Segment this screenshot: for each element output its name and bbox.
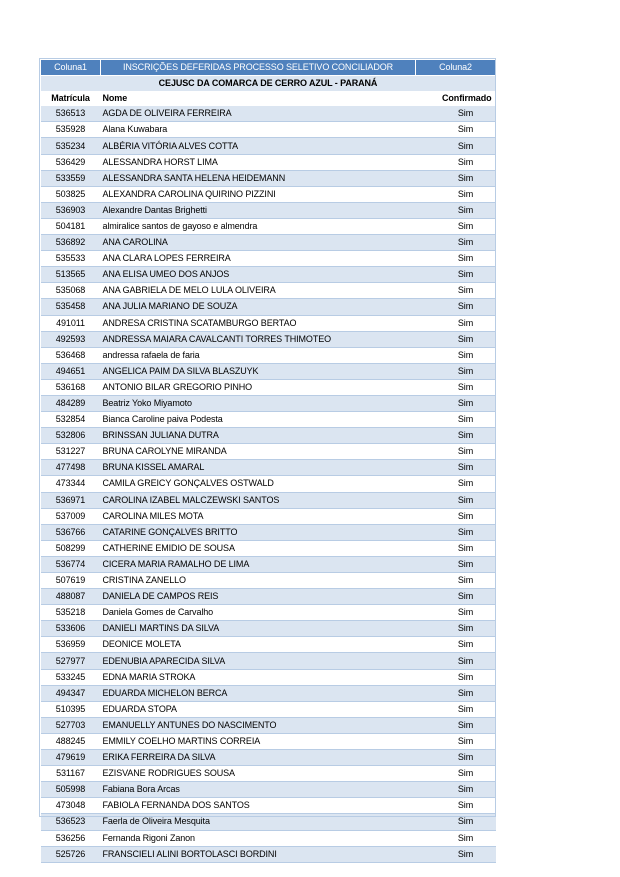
confirmado-cell: Sim xyxy=(416,331,496,347)
table-row xyxy=(41,508,496,524)
matricula-cell: 536903 xyxy=(41,202,101,218)
confirmado-cell: Sim xyxy=(416,798,496,814)
matricula-cell: 536256 xyxy=(41,830,101,846)
confirmado-cell: Sim xyxy=(416,524,496,540)
matricula-cell: 527977 xyxy=(41,653,101,669)
confirmado-cell: Sim xyxy=(416,830,496,846)
nome-cell: Daniela Gomes de Carvalho xyxy=(101,605,416,621)
table-row xyxy=(41,122,496,138)
matricula-cell: 533245 xyxy=(41,669,101,685)
confirmado-cell: Sim xyxy=(416,106,496,122)
nome-cell: CAROLINA IZABEL MALCZEWSKI SANTOS xyxy=(101,492,416,508)
table-row xyxy=(41,476,496,492)
matricula-cell: 536468 xyxy=(41,347,101,363)
table-row xyxy=(41,379,496,395)
table-row xyxy=(41,766,496,782)
nome-cell: CATARINE GONÇALVES BRITTO xyxy=(101,524,416,540)
nome-cell: CICERA MARIA RAMALHO DE LIMA xyxy=(101,556,416,572)
nome-cell: Alana Kuwabara xyxy=(101,122,416,138)
matricula-cell: 536971 xyxy=(41,492,101,508)
confirmado-cell: Sim xyxy=(416,573,496,589)
matricula-cell: 533606 xyxy=(41,621,101,637)
matricula-cell: 527703 xyxy=(41,717,101,733)
header-col1: Coluna1 xyxy=(41,60,101,76)
matricula-cell: 536523 xyxy=(41,814,101,830)
matricula-cell: 508299 xyxy=(41,540,101,556)
table-row xyxy=(41,669,496,685)
confirmado-cell: Sim xyxy=(416,412,496,428)
table-row xyxy=(41,653,496,669)
table-row xyxy=(41,798,496,814)
confirmado-cell: Sim xyxy=(416,235,496,251)
matricula-cell: 477498 xyxy=(41,460,101,476)
nome-cell: CAROLINA MILES MOTA xyxy=(101,508,416,524)
nome-cell: EMANUELLY ANTUNES DO NASCIMENTO xyxy=(101,717,416,733)
matricula-cell: 535068 xyxy=(41,283,101,299)
table-row xyxy=(41,331,496,347)
nome-cell: DANIELA DE CAMPOS REIS xyxy=(101,589,416,605)
matricula-cell: 531227 xyxy=(41,444,101,460)
confirmado-cell: Sim xyxy=(416,540,496,556)
nome-cell: EMMILY COELHO MARTINS CORREIA xyxy=(101,733,416,749)
table-row xyxy=(41,685,496,701)
nome-cell: EDUARDA STOPA xyxy=(101,701,416,717)
confirmado-cell: Sim xyxy=(416,476,496,492)
matricula-cell: 488087 xyxy=(41,589,101,605)
nome-cell: ANA CLARA LOPES FERREIRA xyxy=(101,251,416,267)
nome-cell: Fabiana Bora Arcas xyxy=(101,782,416,798)
table-row xyxy=(41,106,496,122)
confirmado-cell: Sim xyxy=(416,589,496,605)
nome-cell: EZISVANE RODRIGUES SOUSA xyxy=(101,766,416,782)
matricula-cell: 536766 xyxy=(41,524,101,540)
table-row xyxy=(41,218,496,234)
table-row xyxy=(41,154,496,170)
confirmado-cell: Sim xyxy=(416,766,496,782)
nome-cell: BRUNA CAROLYNE MIRANDA xyxy=(101,444,416,460)
confirmado-cell: Sim xyxy=(416,299,496,315)
matricula-cell: 536892 xyxy=(41,235,101,251)
column-headers-row xyxy=(41,91,496,106)
confirmado-cell: Sim xyxy=(416,218,496,234)
matricula-cell: 507619 xyxy=(41,573,101,589)
matricula-cell: 491011 xyxy=(41,315,101,331)
table-row xyxy=(41,524,496,540)
matricula-cell: 532854 xyxy=(41,412,101,428)
confirmado-cell: Sim xyxy=(416,733,496,749)
confirmado-cell: Sim xyxy=(416,170,496,186)
nome-cell: ALESSANDRA SANTA HELENA HEIDEMANN xyxy=(101,170,416,186)
confirmado-cell: Sim xyxy=(416,782,496,798)
nome-cell: CRISTINA ZANELLO xyxy=(101,573,416,589)
header-col2: Coluna2 xyxy=(416,60,496,76)
confirmado-cell: Sim xyxy=(416,251,496,267)
nome-cell: ANA JULIA MARIANO DE SOUZA xyxy=(101,299,416,315)
nome-cell: ANA CAROLINA xyxy=(101,235,416,251)
nome-cell: ALESSANDRA HORST LIMA xyxy=(101,154,416,170)
nome-cell: andressa rafaela de faria xyxy=(101,347,416,363)
table-row xyxy=(41,315,496,331)
nome-cell: BRINSSAN JULIANA DUTRA xyxy=(101,428,416,444)
matricula-cell: 525726 xyxy=(41,846,101,862)
table-row xyxy=(41,444,496,460)
table-row xyxy=(41,138,496,154)
matricula-cell: 535234 xyxy=(41,138,101,154)
nome-cell: ALEXANDRA CAROLINA QUIRINO PIZZINI xyxy=(101,186,416,202)
table-row xyxy=(41,395,496,411)
matricula-cell: 510395 xyxy=(41,701,101,717)
subtitle-row xyxy=(41,76,496,92)
nome-cell: CAMILA GREICY GONÇALVES OSTWALD xyxy=(101,476,416,492)
table-row xyxy=(41,363,496,379)
confirmado-cell: Sim xyxy=(416,138,496,154)
nome-cell: ANTONIO BILAR GREGORIO PINHO xyxy=(101,379,416,395)
confirmado-cell: Sim xyxy=(416,122,496,138)
column-header-nome: Nome xyxy=(101,91,416,106)
confirmado-cell: Sim xyxy=(416,347,496,363)
matricula-cell: 536959 xyxy=(41,637,101,653)
table-body xyxy=(41,106,496,862)
confirmado-cell: Sim xyxy=(416,701,496,717)
table-row xyxy=(41,717,496,733)
table-row xyxy=(41,637,496,653)
nome-cell: EDNA MARIA STROKA xyxy=(101,669,416,685)
table-row xyxy=(41,750,496,766)
confirmado-cell: Sim xyxy=(416,846,496,862)
matricula-cell: 488245 xyxy=(41,733,101,749)
matricula-cell: 536774 xyxy=(41,556,101,572)
confirmado-cell: Sim xyxy=(416,315,496,331)
confirmado-cell: Sim xyxy=(416,379,496,395)
nome-cell: CATHERINE EMIDIO DE SOUSA xyxy=(101,540,416,556)
nome-cell: ANGELICA PAIM DA SILVA BLASZUYK xyxy=(101,363,416,379)
confirmado-cell: Sim xyxy=(416,202,496,218)
matricula-cell: 503825 xyxy=(41,186,101,202)
confirmado-cell: Sim xyxy=(416,669,496,685)
table-row xyxy=(41,846,496,862)
table-row xyxy=(41,251,496,267)
column-header-confirmado: Confirmado xyxy=(416,91,496,106)
confirmado-cell: Sim xyxy=(416,653,496,669)
table-row xyxy=(41,701,496,717)
nome-cell: Faerla de Oliveira Mesquita xyxy=(101,814,416,830)
matricula-cell: 479619 xyxy=(41,750,101,766)
table-row xyxy=(41,235,496,251)
confirmado-cell: Sim xyxy=(416,492,496,508)
table-row xyxy=(41,412,496,428)
table-row xyxy=(41,170,496,186)
nome-cell: ANDRESA CRISTINA SCATAMBURGO BERTAO xyxy=(101,315,416,331)
nome-cell: BRUNA KISSEL AMARAL xyxy=(101,460,416,476)
confirmado-cell: Sim xyxy=(416,637,496,653)
table-row xyxy=(41,605,496,621)
confirmado-cell: Sim xyxy=(416,444,496,460)
nome-cell: DANIELI MARTINS DA SILVA xyxy=(101,621,416,637)
table-row xyxy=(41,573,496,589)
matricula-cell: 513565 xyxy=(41,267,101,283)
nome-cell: ANA GABRIELA DE MELO LULA OLIVEIRA xyxy=(101,283,416,299)
nome-cell: Alexandre Dantas Brighetti xyxy=(101,202,416,218)
confirmado-cell: Sim xyxy=(416,814,496,830)
matricula-cell: 536513 xyxy=(41,106,101,122)
matricula-cell: 484289 xyxy=(41,395,101,411)
matricula-cell: 473344 xyxy=(41,476,101,492)
nome-cell: FRANSCIELI ALINI BORTOLASCI BORDINI xyxy=(101,846,416,862)
confirmado-cell: Sim xyxy=(416,605,496,621)
nome-cell: EDUARDA MICHELON BERCA xyxy=(101,685,416,701)
confirmado-cell: Sim xyxy=(416,154,496,170)
table-row xyxy=(41,830,496,846)
table-row xyxy=(41,186,496,202)
matricula-cell: 532806 xyxy=(41,428,101,444)
confirmado-cell: Sim xyxy=(416,363,496,379)
confirmado-cell: Sim xyxy=(416,186,496,202)
nome-cell: Beatriz Yoko Miyamoto xyxy=(101,395,416,411)
nome-cell: Bianca Caroline paiva Podesta xyxy=(101,412,416,428)
registrations-table xyxy=(40,59,496,863)
table-subtitle: CEJUSC DA COMARCA DE CERRO AZUL - PARANÁ xyxy=(41,76,496,92)
table-row xyxy=(41,347,496,363)
confirmado-cell: Sim xyxy=(416,428,496,444)
table-row xyxy=(41,814,496,830)
confirmado-cell: Sim xyxy=(416,283,496,299)
table-row xyxy=(41,556,496,572)
matricula-cell: 536168 xyxy=(41,379,101,395)
matricula-cell: 531167 xyxy=(41,766,101,782)
confirmado-cell: Sim xyxy=(416,508,496,524)
nome-cell: AGDA DE OLIVEIRA FERREIRA xyxy=(101,106,416,122)
matricula-cell: 535533 xyxy=(41,251,101,267)
table-row xyxy=(41,267,496,283)
matricula-cell: 504181 xyxy=(41,218,101,234)
table-row xyxy=(41,202,496,218)
column-header-matricula: Matrícula xyxy=(41,91,101,106)
confirmado-cell: Sim xyxy=(416,685,496,701)
table-row xyxy=(41,589,496,605)
matricula-cell: 494347 xyxy=(41,685,101,701)
matricula-cell: 535458 xyxy=(41,299,101,315)
confirmado-cell: Sim xyxy=(416,717,496,733)
table-row xyxy=(41,733,496,749)
confirmado-cell: Sim xyxy=(416,750,496,766)
nome-cell: Fernanda Rigoni Zanon xyxy=(101,830,416,846)
table-row xyxy=(41,782,496,798)
matricula-cell: 537009 xyxy=(41,508,101,524)
confirmado-cell: Sim xyxy=(416,460,496,476)
nome-cell: ANDRESSA MAIARA CAVALCANTI TORRES THIMOTEO xyxy=(101,331,416,347)
matricula-cell: 535218 xyxy=(41,605,101,621)
confirmado-cell: Sim xyxy=(416,267,496,283)
confirmado-cell: Sim xyxy=(416,395,496,411)
confirmado-cell: Sim xyxy=(416,621,496,637)
matricula-cell: 536429 xyxy=(41,154,101,170)
header-title: INSCRIÇÕES DEFERIDAS PROCESSO SELETIVO CONCILIADOR xyxy=(101,60,416,76)
table-row xyxy=(41,492,496,508)
matricula-cell: 473048 xyxy=(41,798,101,814)
table-header-row xyxy=(41,60,496,76)
table-row xyxy=(41,283,496,299)
nome-cell: almiralice santos de gayoso e almendra xyxy=(101,218,416,234)
nome-cell: ANA ELISA UMEO DOS ANJOS xyxy=(101,267,416,283)
nome-cell: FABIOLA FERNANDA DOS SANTOS xyxy=(101,798,416,814)
nome-cell: DEONICE MOLETA xyxy=(101,637,416,653)
matricula-cell: 494651 xyxy=(41,363,101,379)
table-row xyxy=(41,460,496,476)
confirmado-cell: Sim xyxy=(416,556,496,572)
nome-cell: ALBÉRIA VITÓRIA ALVES COTTA xyxy=(101,138,416,154)
nome-cell: ERIKA FERREIRA DA SILVA xyxy=(101,750,416,766)
matricula-cell: 505998 xyxy=(41,782,101,798)
table-row xyxy=(41,299,496,315)
table-row xyxy=(41,540,496,556)
matricula-cell: 492593 xyxy=(41,331,101,347)
table-row xyxy=(41,621,496,637)
matricula-cell: 535928 xyxy=(41,122,101,138)
matricula-cell: 533559 xyxy=(41,170,101,186)
table-row xyxy=(41,428,496,444)
nome-cell: EDENUBIA APARECIDA SILVA xyxy=(101,653,416,669)
